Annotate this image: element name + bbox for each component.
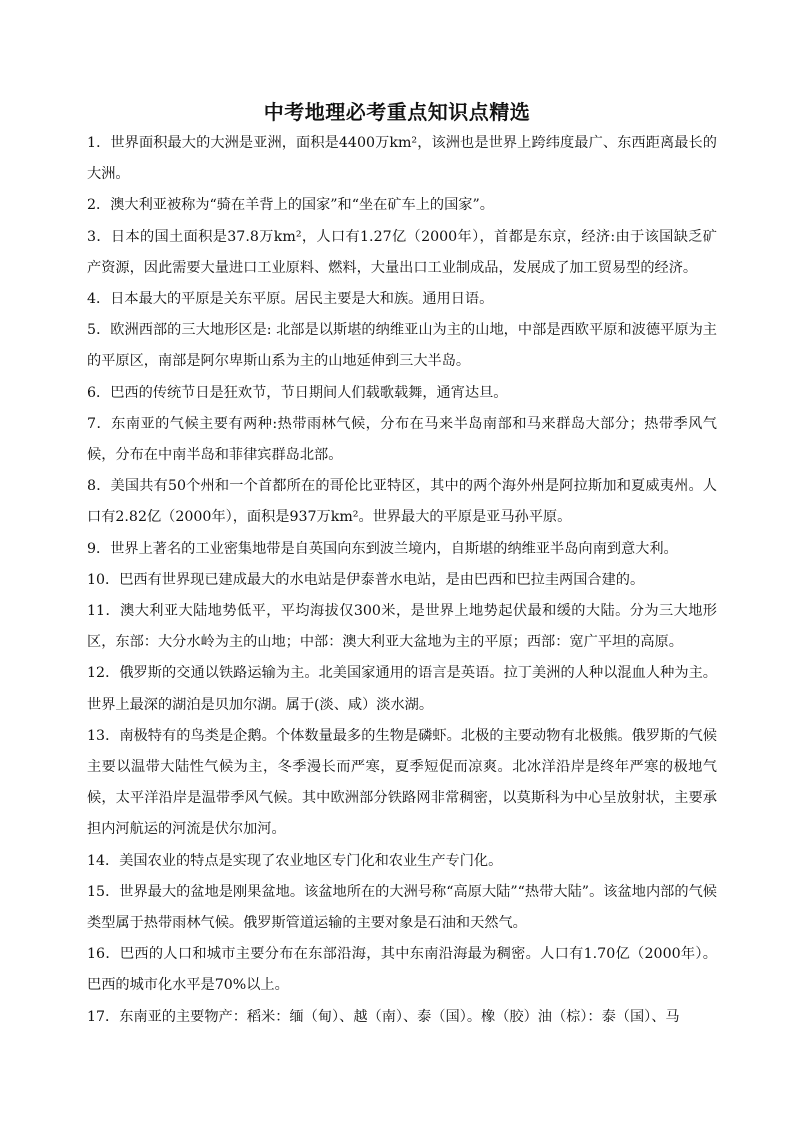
paragraph-10: 10．巴西有世界现已建成最大的水电站是伊泰普水电站，是由巴西和巴拉圭两国合建的。 bbox=[87, 571, 645, 588]
paragraph-3: 3．日本的国土面积是37.8万km²，人口有1.27亿（2000年），首都是东京，经济:由于该国缺乏矿产资源，因此需要大量进口工业原料、燃料，大量出口工业制成品，发展成了加工贸易型的经济。 bbox=[87, 228, 717, 276]
paragraph-17: 17．东南亚的主要物产：稻米：缅（甸）、越（南）、泰（国）。橡（胶）油（棕）：泰（国）、马 bbox=[87, 1008, 680, 1025]
paragraph-14: 14．美国农业的特点是实现了农业地区专门化和农业生产专门化。 bbox=[87, 852, 503, 869]
paragraph-6: 6．巴西的传统节日是狂欢节，节日期间人们载歌载舞，通宵达旦。 bbox=[87, 384, 508, 401]
paragraph-15: 15．世界最大的盆地是刚果盆地。该盆地所在的大洲号称“高原大陆”“热带大陆”。该盆地内部的气候类型属于热带雨林气候。俄罗斯管道运输的主要对象是石油和天然气。 bbox=[87, 883, 717, 932]
paragraph-12: 12．俄罗斯的交通以铁路运输为主。北美国家通用的语言是英语。拉丁美洲的人种以混血人种为主。世界上最深的湖泊是贝加尔湖。属于(淡、咸）淡水湖。 bbox=[87, 665, 717, 713]
paragraph-11: 11．澳大利亚大陆地势低平，平均海拔仅300米，是世界上地势起伏最和缓的大陆。分为三大地形区，东部：大分水岭为主的山地；中部：澳大利亚大盆地为主的平原；西部：宽广平坦的高原。 bbox=[87, 603, 717, 651]
paragraph-2: 2．澳大利亚被称为“骑在羊背上的国家”和“坐在矿车上的国家”。 bbox=[87, 197, 494, 214]
paragraph-8: 8．美国共有50个州和一个首都所在的哥伦比亚特区，其中的两个海外州是阿拉斯加和夏威夷州。人口有2.82亿（2000年），面积是937万km²。世界最大的平原是亚马孙平原。 bbox=[87, 478, 717, 526]
paragraph-4: 4．日本最大的平原是关东平原。居民主要是大和族。通用日语。 bbox=[87, 291, 494, 308]
page-title: 中考地理必考重点知识点精选 bbox=[263, 100, 531, 124]
paragraph-16: 16．巴西的人口和城市主要分布在东部沿海，其中东南沿海最为稠密。人口有1.70亿（2000年）。巴西的城市化水平是70%以上。 bbox=[87, 946, 717, 994]
paragraph-9: 9．世界上著名的工业密集地带是自英国向东到波兰境内，自斯堪的纳维亚半岛向南到意大利。 bbox=[87, 540, 678, 557]
paragraph-1: 1．世界面积最大的大洲是亚洲，面积是4400万km²，该洲也是世界上跨纬度最广、东西距离最长的大洲。 bbox=[87, 135, 717, 183]
paragraph-7: 7．东南亚的气候主要有两种:热带雨林气候，分布在马来半岛南部和马来群岛大部分；热带季风气候，分布在中南半岛和菲律宾群岛北部。 bbox=[87, 415, 717, 464]
paragraph-5: 5．欧洲西部的三大地形区是: 北部是以斯堪的纳维亚山为主的山地，中部是西欧平原和波德平原为主的平原区，南部是阿尔卑斯山系为主的山地延伸到三大半岛。 bbox=[87, 322, 717, 370]
document-body bbox=[87, 128, 717, 1033]
paragraph-13: 13．南极特有的鸟类是企鹅。个体数量最多的生物是磷虾。北极的主要动物有北极熊。俄罗斯的气候主要以温带大陆性气候为主，冬季漫长而严寒，夏季短促而凉爽。北冰洋沿岸是终年严寒的极地气候，太平洋沿岸是温带季风气候。其中欧洲部分铁路网非常稠密，以莫斯科为中心呈放射状，主要承担内河航运的河流是伏尔加河。 bbox=[87, 727, 717, 838]
